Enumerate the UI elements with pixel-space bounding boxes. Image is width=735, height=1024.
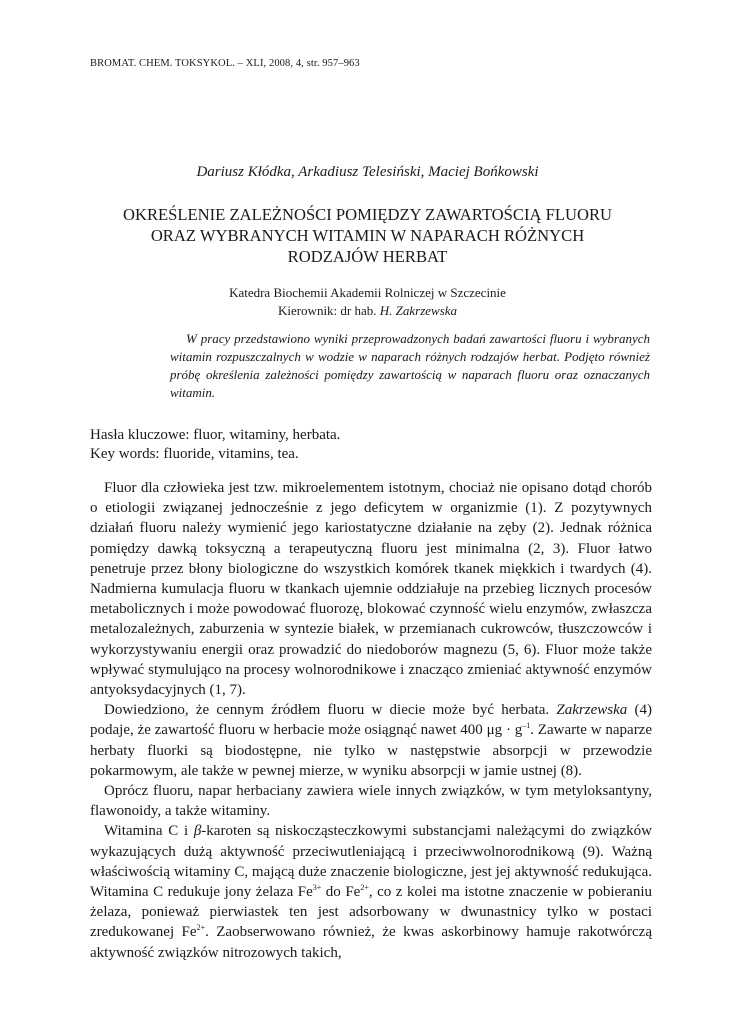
affiliation <box>0 284 735 320</box>
text-span: -karoten są niskocząsteczkowymi substancjami należącymi do związków wykazujących dużą aktywność przeciwutleniającą i przeciwwolnorodnikową (9). Ważną właściwością witaminy C, mającą duże znaczenie biologiczne, jest jej aktywność redukująca. Witamina C redukuje jony żelaza Fe <box>90 823 652 901</box>
keywords-en: Key words: fluoride, vitamins, tea. <box>90 446 299 462</box>
text-span: . Zawarte w naparze herbaty fluorki są biodostępne, nie tylko w następstwie absorpcji w przewodzie pokarmowym, ale także w pewnej mierze, w wyniku absorpcji w jamie ustnej (8). <box>90 722 652 779</box>
superscript: 2+ <box>360 883 369 893</box>
journal-citation: BROMAT. CHEM. TOKSYKOL. – XLI, 2008, 4, str. 957–963 <box>90 58 360 69</box>
text-span: (4) podaje, że zawartość fluoru w herbacie może osiągnąć nawet 400 μg · g <box>90 702 652 739</box>
text-span: Witamina C i <box>104 823 194 840</box>
paragraph-2 <box>90 700 652 781</box>
abstract-text: W pracy przedstawiono wyniki przeprowadzonych badań zawartości fluoru i wybranych witamin rozpuszczalnych w wodzie w naparach różnych rodzajów herbat. Podjęto również próbę określenia zależności pomiędzy zawartością w naparach fluoru oraz oznaczanych witamin. <box>170 331 650 400</box>
text-span: , co z kolei ma istotne znaczenie w pobieraniu żelaza, ponieważ pierwiastek ten jest adsorbowany w dwunastnicy tylko w postaci zredukowanej Fe <box>90 884 652 941</box>
department: Katedra Biochemii Akademii Rolniczej w Szczecinie <box>229 285 506 300</box>
text-span: Dowiedziono, że cennym źródłem fluoru w diecie może być herbata. <box>104 702 557 719</box>
superscript: –1 <box>522 721 531 731</box>
cited-author: Zakrzewska <box>556 702 628 719</box>
text-span: . Zaobserwowano również, że kwas askorbinowy hamuje rakotwórczą aktywność związków nitrozowych takich, <box>90 924 652 961</box>
superscript: 3+ <box>312 883 322 893</box>
author-list: Dariusz Kłódka, Arkadiusz Telesiński, Maciej Bońkowski <box>196 164 539 180</box>
keywords <box>90 426 340 464</box>
paragraph-1: Fluor dla człowieka jest tzw. mikroelementem istotnym, chociaż nie opisano dotąd chorób o etiologii związanej jednocześnie z jego deficytem w organizmie (1). Z pozytywnych działań fluoru należy wymienić jego kariostatyczne działanie na zęby (2). Jednak różnica pomiędzy dawką toksyczną a terapeutyczną fluoru jest minimalna (2, 3). Fluor łatwo penetruje przez błony biologiczne do wszystkich komórek tkanek miękkich i twardych (4). Nadmierna kumulacja fluoru w tkankach ujemnie oddziałuje na przebieg licznych procesów metabolicznych i może powodować fluorozę, blokować czynność wielu enzymów, zwłaszcza metalozależnych, zaburzenia w syntezie białek, w przemianach cukrowców, tłuszczowców i wykorzystywaniu energii oraz prowadzić do niedoborów magnezu (5, 6). Fluor może także wpływać stymulująco na procesy wolnorodnikowe i znacząco zmieniać aktywność enzymów antyoksydacyjnych (1, 7). <box>90 480 652 699</box>
head-name: H. Zakrzewska <box>379 303 458 318</box>
text-span: do Fe <box>321 884 361 901</box>
paragraph-4 <box>90 821 652 962</box>
title-line: ORAZ WYBRANYCH WITAMIN W NAPARACH RÓŻNYCH <box>150 226 585 245</box>
superscript: 2+ <box>196 923 206 933</box>
paragraph-3: Oprócz fluoru, napar herbaciany zawiera wiele innych związków, w tym metyloksantyny, flawonoidy, a także witaminy. <box>90 783 652 820</box>
body-text <box>90 478 652 963</box>
abstract <box>170 330 650 402</box>
keywords-pl: Hasła kluczowe: fluor, witaminy, herbata. <box>90 427 341 443</box>
title-line: RODZAJÓW HERBAT <box>287 247 448 266</box>
article-title <box>70 204 665 267</box>
department-head <box>0 302 735 320</box>
greek-symbol: β <box>193 823 202 840</box>
head-prefix: Kierownik: dr hab. <box>277 303 380 318</box>
title-line: OKREŚLENIE ZALEŻNOŚCI POMIĘDZY ZAWARTOŚCIĄ FLUORU <box>122 205 613 224</box>
